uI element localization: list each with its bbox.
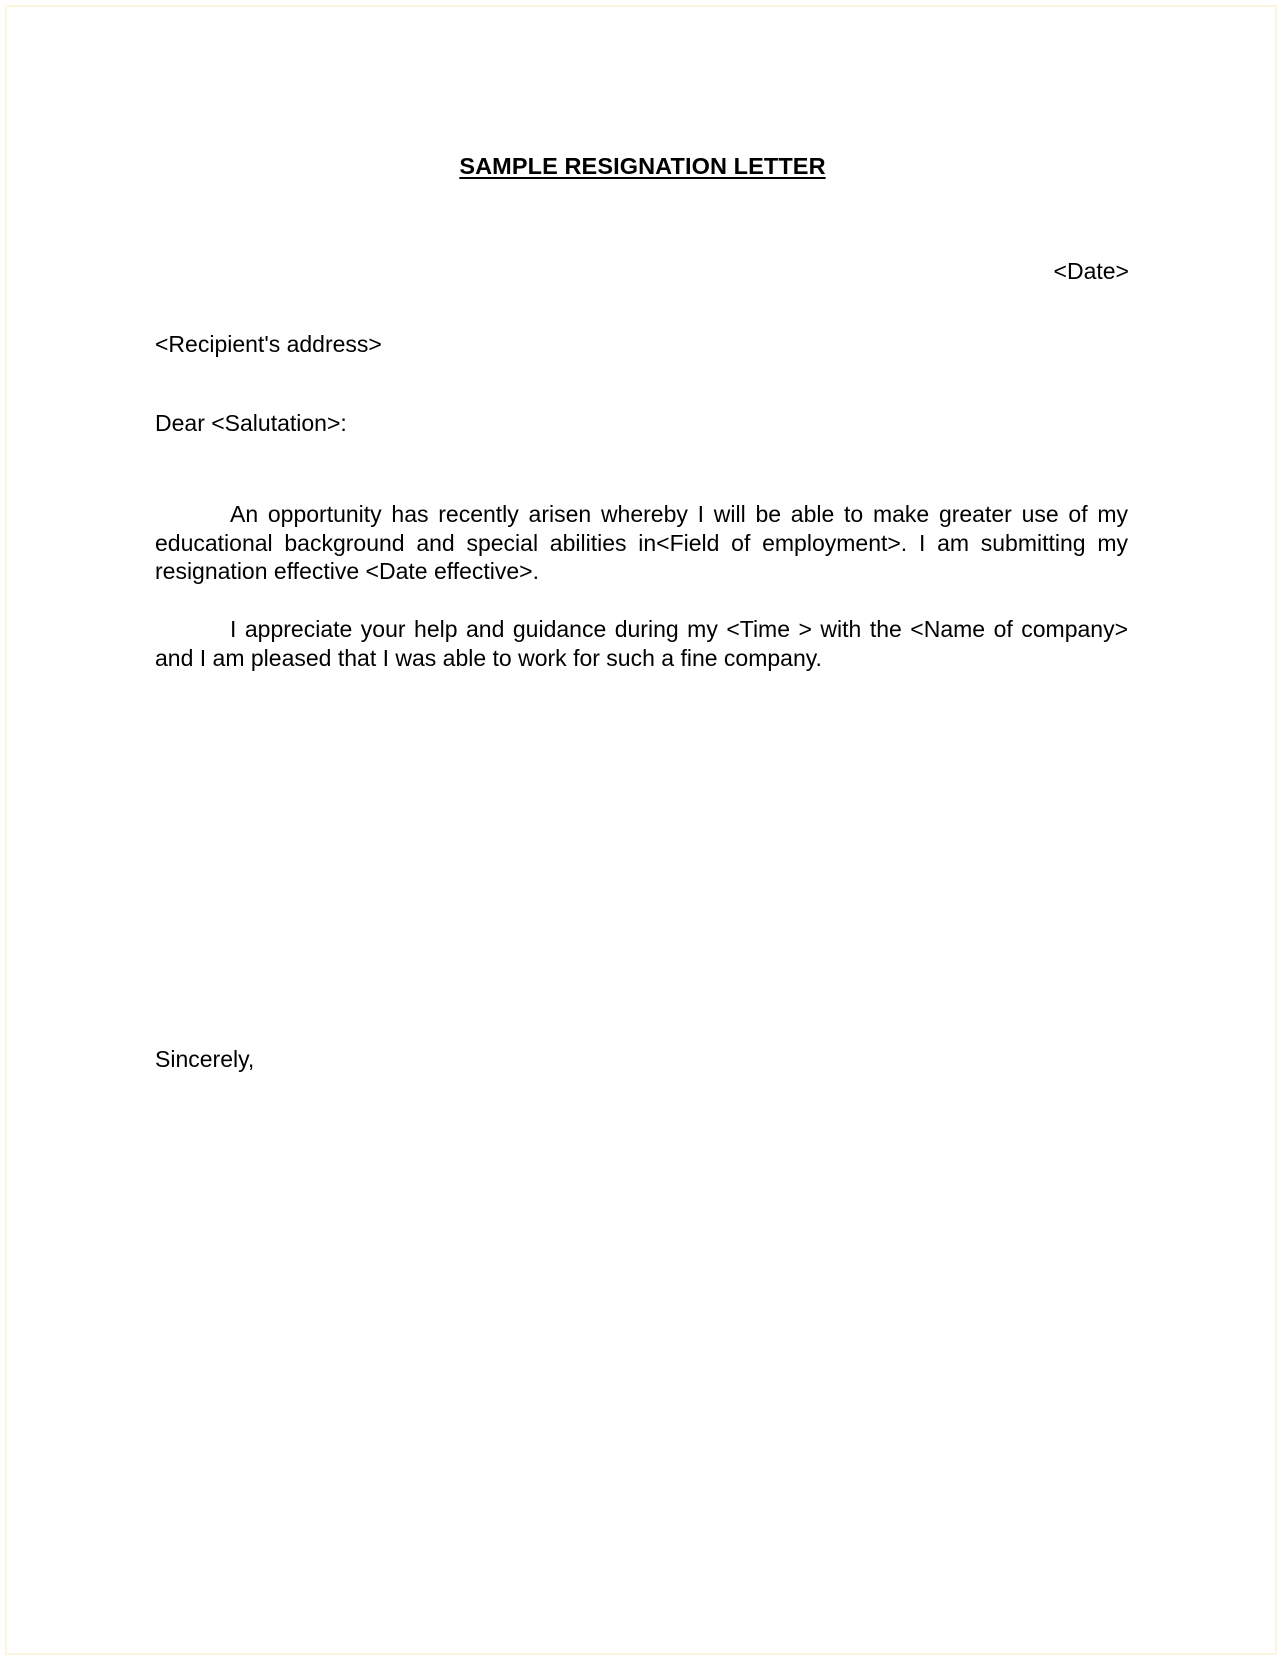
body-paragraph-1: An opportunity has recently arisen whereby I will be able to make greater use of my educational background and special abilities in<Field of employment>. I am submitting my resignation effective <Date effective>.	[155, 501, 1128, 585]
page-border	[5, 5, 1277, 1655]
document-title: SAMPLE RESIGNATION LETTER	[459, 153, 826, 179]
salutation: Dear <Salutation>:	[155, 410, 347, 436]
closing: Sincerely,	[155, 1046, 255, 1072]
body-paragraph-2: I appreciate your help and guidance during my <Time > with the <Name of company> and I am pleased that I was able to work for such a fine company.	[155, 616, 1128, 671]
recipient-address: <Recipient's address>	[155, 331, 382, 357]
date-placeholder: <Date>	[1053, 258, 1129, 284]
